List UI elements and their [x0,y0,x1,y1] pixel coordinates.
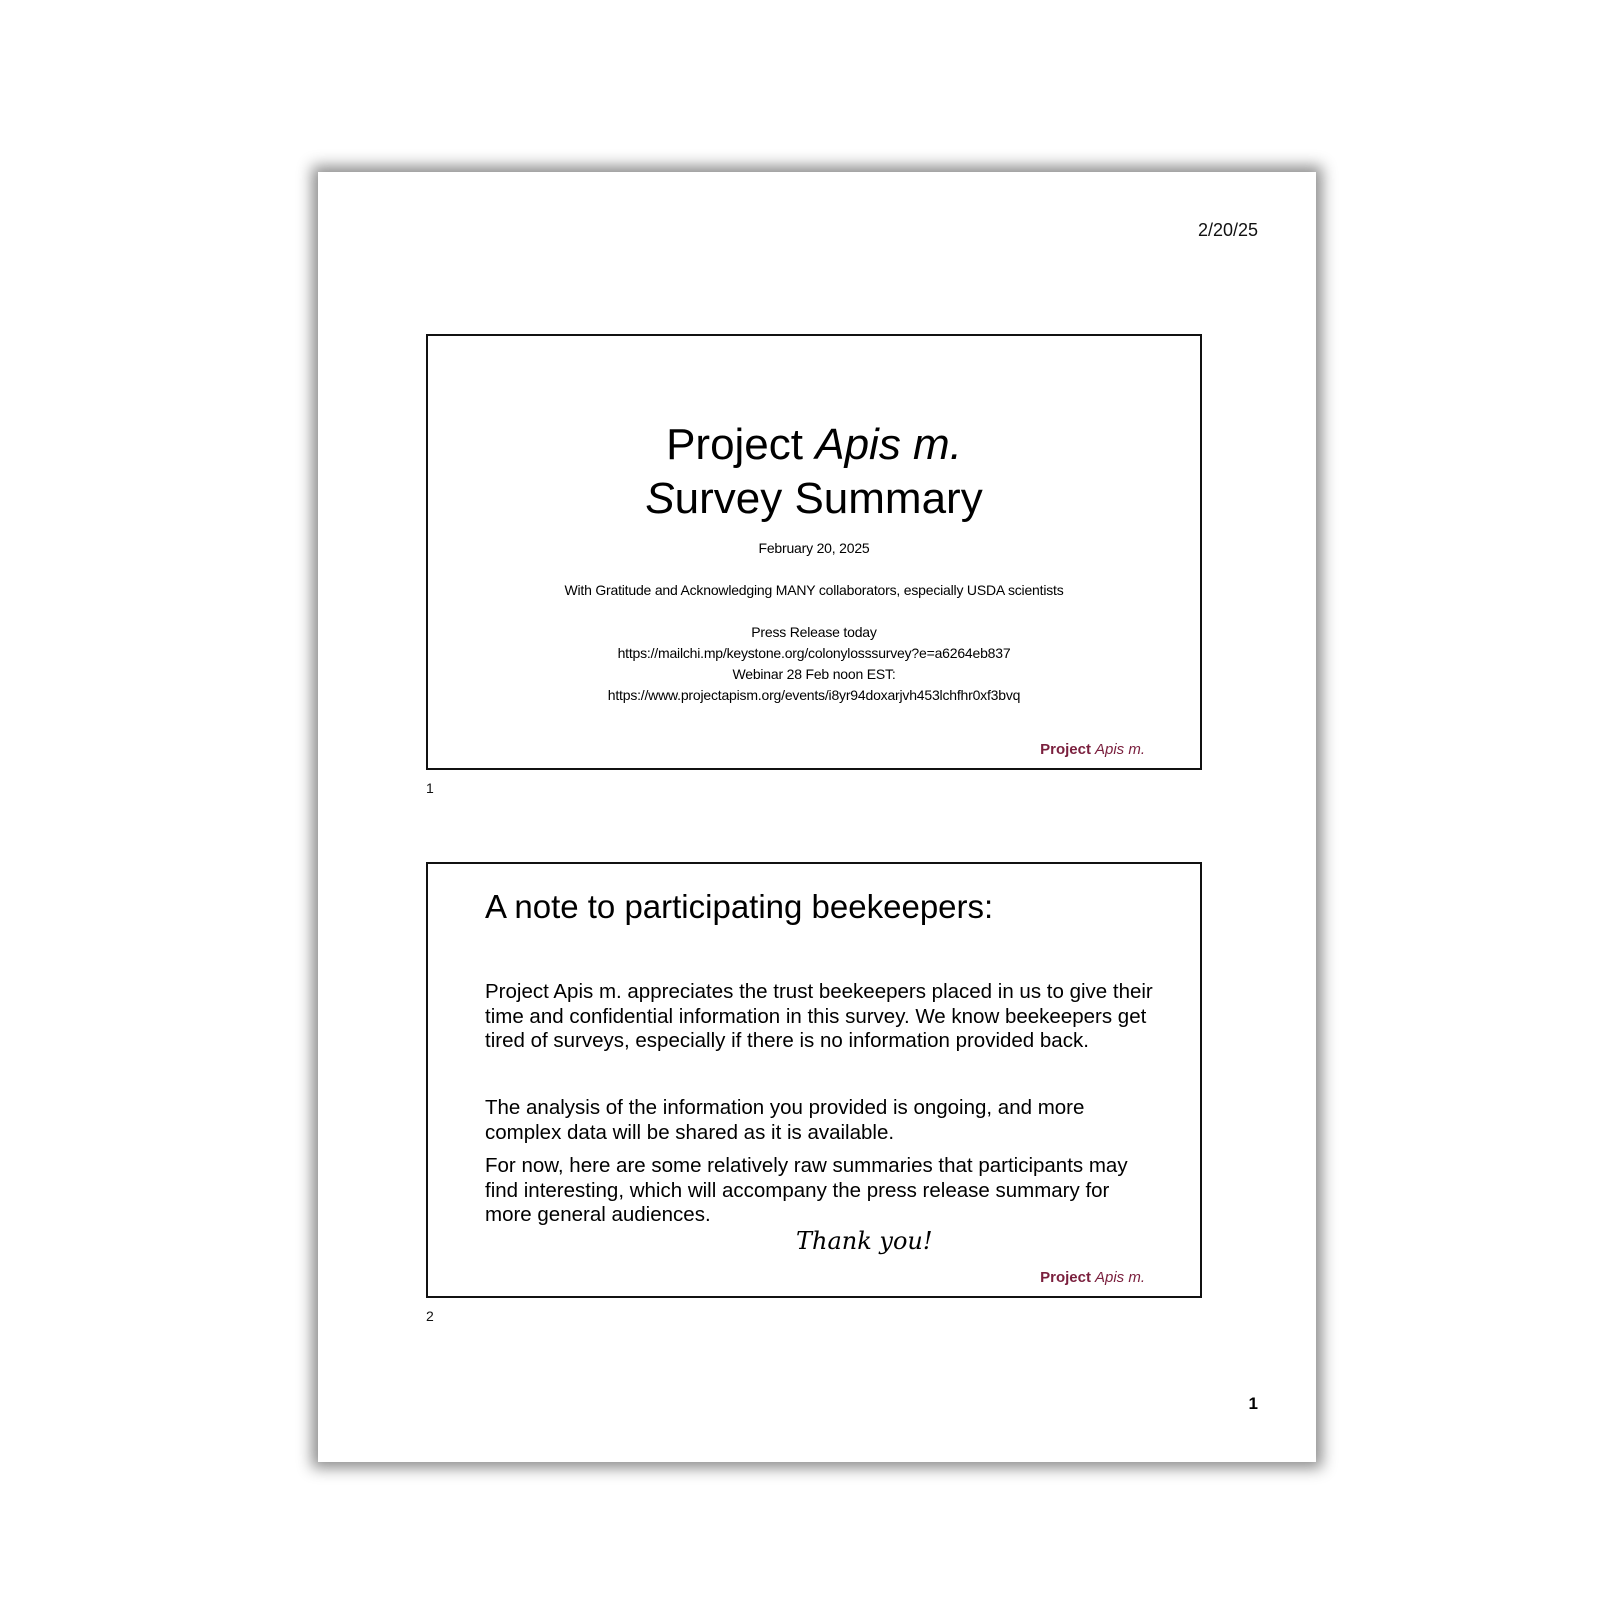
paragraph: For now, here are some relatively raw summaries that participants may find interesting, which will accompany the press release summary for more general audiences. [485,1154,1128,1226]
page-number: 1 [1248,1394,1258,1413]
slide-number: 2 [426,1308,434,1324]
slide-2 [426,862,1202,1298]
brand-logo: Project Apis m. [1040,741,1145,758]
paragraph: The analysis of the information you provided is ongoing, and more complex data will be shared as it is available. [485,1096,1085,1144]
slide-title-line-1: Project Apis m. [666,420,962,469]
slide-date: February 20, 2025 [758,540,870,556]
paragraph: Project Apis m. appreciates the trust beekeepers placed in us to give their time and confidential information in this survey. We know beekeepers get tired of surveys, especially if there is no information provided back. [485,980,1153,1052]
gratitude-line: With Gratitude and Acknowledging MANY collaborators, especially USDA scientists [564,582,1064,598]
header-date: 2/20/25 [1197,220,1258,240]
slide-title-line-2: Survey Summary [645,474,983,523]
slide-heading: A note to participating beekeepers: [485,888,994,925]
slide-number: 1 [426,780,434,796]
thank-you-text: Thank you! [796,1227,933,1255]
press-release-link[interactable]: https://mailchi.mp/keystone.org/colonylosssurvey?e=a6264eb837 [617,645,1011,661]
webinar-label: Webinar 28 Feb noon EST: [732,666,896,682]
brand-logo: Project Apis m. [1040,1269,1145,1286]
slide-1 [426,334,1202,770]
press-release-label: Press Release today [751,624,877,640]
document-page [318,172,1316,1462]
webinar-link[interactable]: https://www.projectapism.org/events/i8yr94doxarjvh453lchfhr0xf3bvq [607,687,1021,703]
